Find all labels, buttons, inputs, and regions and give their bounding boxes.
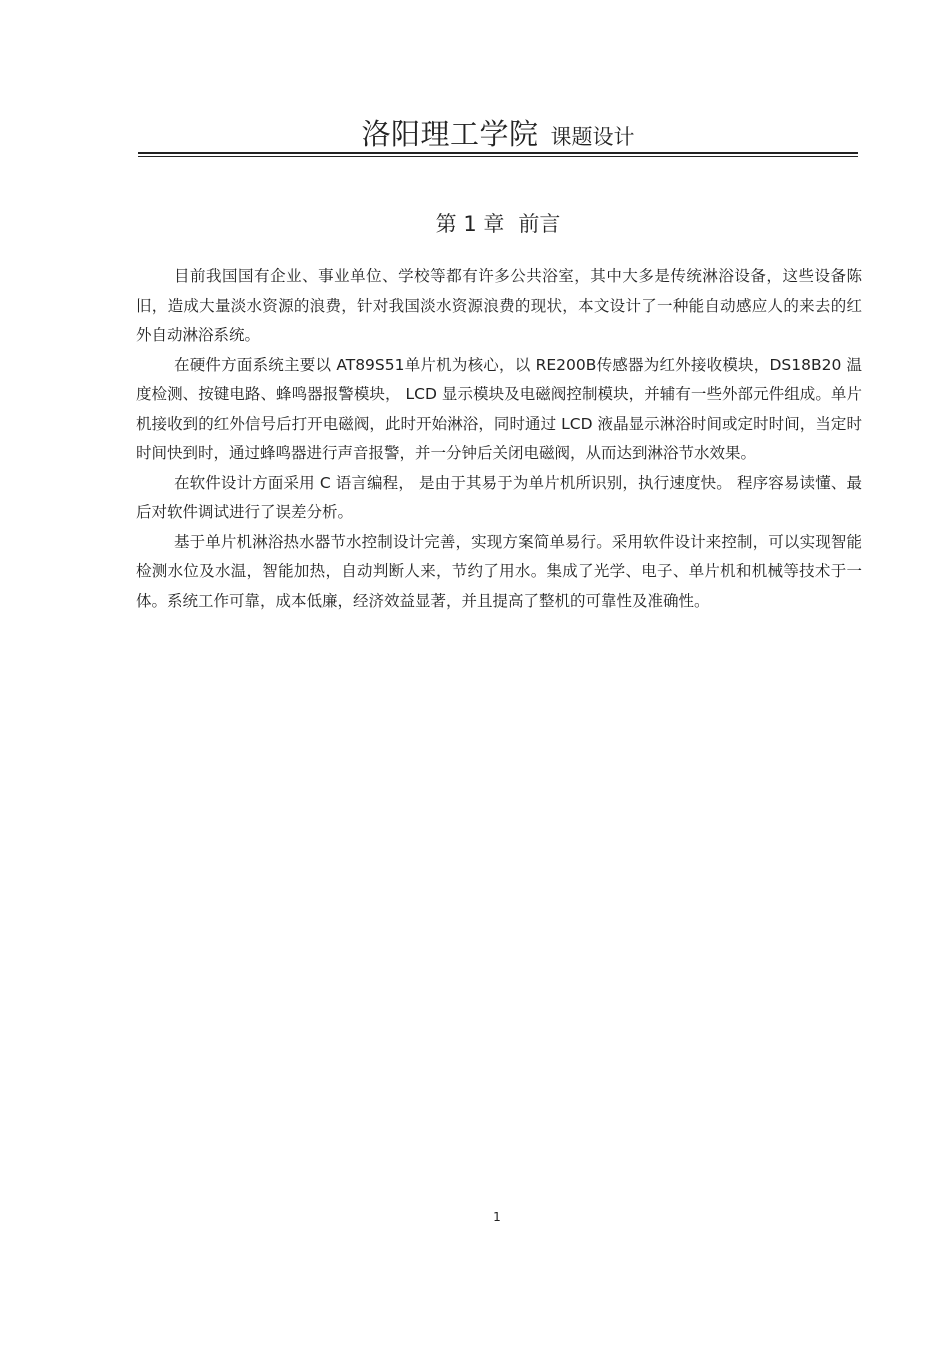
chapter-label-prefix: 第 [435,212,457,236]
header-rule-thick [138,152,858,154]
paragraph-2: 在硬件方面系统主要以 AT89S51单片机为核心，以 RE200B传感器为红外接收模块，DS18B20 温度检测、按键电路、蜂鸣器报警模块， LCD 显示模块及电磁阀控制模块，并辅有一些外部元件组成。单片机接收到的红外信号后打开电磁阀，此时开始淋浴，同时通过 LCD 液晶显示淋浴时间或定时时间，当定时时间快到时，通过蜂鸣器进行声音报警，并一分钟后关闭电磁阀，从而达到淋浴节水效果。 [136,355,862,462]
chapter-heading [138,208,858,238]
chapter-title: 前言 [518,212,561,236]
paragraph-1: 目前我国国有企业、事业单位、学校等都有许多公共浴室，其中大多是传统淋浴设备，这些设备陈旧，造成大量淡水资源的浪费，针对我国淡水资源浪费的现状，本文设计了一种能自动感应人的来去的红外自动淋浴系统。 [136,267,862,344]
body-text [136,262,862,616]
chapter-number: 1 [463,212,477,236]
paragraph-4: 基于单片机淋浴热水器节水控制设计完善，实现方案简单易行。采用软件设计来控制，可以实现智能检测水位及水温，智能加热，自动判断人来，节约了用水。集成了光学、电子、单片机和机械等技术于一体。系统工作可靠，成本低廉，经济效益显著，并且提高了整机的可靠性及准确性。 [136,532,862,610]
page-number: 1 [493,1210,501,1224]
header-subtitle: 课题设计 [550,125,635,149]
paragraph-3: 在软件设计方面采用 C 语言编程， 是由于其易于为单片机所识别，执行速度快。 程序容易读懂、最后对软件调试进行了误差分析。 [136,473,862,521]
header-rule-thin [138,156,858,157]
header-school-name: 洛阳理工学院 [361,117,539,151]
chapter-label-suffix: 章 [483,212,505,236]
page-header [138,112,858,156]
